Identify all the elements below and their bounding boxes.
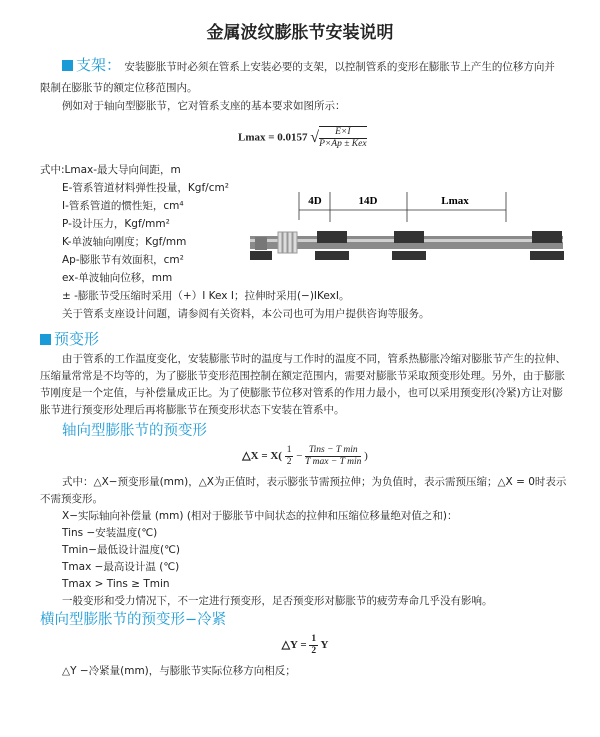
delta-x-formula — [40, 445, 570, 468]
square-bullet-icon — [40, 334, 51, 345]
support-heading-text: 支架： — [76, 56, 122, 74]
axial-explain: 式中：△X−预变形量(mm)，△X为正值时，表示膨张节需预拉伸；为负值时，表示需预压缩；△X = 0时表示不需预变形。 — [40, 476, 567, 505]
half-denominator: 2 — [311, 646, 317, 656]
predeform-section — [40, 330, 570, 680]
def-line: K-单波轴向刚度；Kgf/mm — [62, 236, 187, 248]
support-heading — [62, 56, 121, 74]
axial-def: Tmax > Tins ≥ Tmin — [62, 578, 170, 590]
formula-fraction — [319, 126, 367, 150]
label-14d: 14D — [358, 195, 378, 207]
support-example: 例如对于轴向型膨胀节，它对管系支座的基本要求如图所示： — [62, 100, 346, 112]
support-diagram — [245, 192, 565, 272]
def-line: 式中:Lmax-最大导向间距，m — [40, 164, 181, 176]
lateral-def: △Y −冷紧量(mm)，与膨胀节实际位移方向相反； — [62, 665, 296, 677]
half-numerator: 1 — [286, 445, 292, 455]
formula-lhs: △Y = — [281, 639, 310, 652]
def-line: ± -膨胀节受压缩时采用（+）I Kex I；拉伸时采用(−)IKexI。 — [62, 290, 350, 302]
formula-lhs: Lmax = 0.0157 — [238, 131, 308, 144]
axial-def: Tmax −最高设计温 (℃) — [62, 561, 180, 573]
formula-lhs: △X = X( — [242, 450, 282, 463]
half-denominator: 2 — [286, 457, 292, 467]
def-line: Ap-膨胀节有效面积，cm² — [62, 254, 184, 266]
predeform-paragraph: 由于管系的工作温度变化，安装膨胀节时的温度与工作时的温度不同，管系热膨胀冷缩对膨胀节产生的拉伸、压缩量常常是不均等的，为了膨胀节变形范围控制在额定范围内，需要对膨胀节采取预变形处理。另外，由于膨胀节刚度是一个定值，与补偿量成正比。为了使膨胀节位移对管系的作用力最小，也可以采用预变形(冷紧)方让对膨胀节进行预变形处理后再将膨胀节在预变形状态下安装在管系中。 — [40, 353, 566, 416]
axial-def: 一般变形和受力情况下，不一定进行预变形，足否预变形对膨胀节的疲劳寿命几乎没有影响。 — [62, 595, 493, 607]
def-line: 关于管系支座设计问题，请参阅有关资料，本公司也可为用户提供咨询等服务。 — [62, 308, 430, 320]
label-4d: 4D — [308, 195, 322, 207]
support-intro: 安装膨胀节时必须在管系上安装必要的支架，以控制管系的变形在膨胀节上产生的位移方向并 — [124, 61, 555, 73]
formula-numerator: Tins − T min — [305, 445, 361, 457]
lmax-formula: Lmax = 0.0157 √ $\frac{E\times I}{\text{P×Ap ± Kex}}$ — [238, 127, 367, 149]
support-intro-cont: 限制在膨胀节的额定位移范围内。 — [40, 82, 198, 94]
axial-def: Tins −安装温度(℃) — [62, 527, 158, 539]
lateral-heading: 横向型膨胀节的预变形−冷紧 — [40, 612, 227, 628]
axial-def: Tmin−最低设计温度(℃) — [62, 544, 180, 556]
minus-sign: − — [296, 450, 303, 463]
label-lmax: Lmax — [441, 195, 469, 207]
predeform-heading — [40, 330, 570, 351]
page-title: 金属波纹膨胀节安装说明 — [206, 23, 394, 43]
def-line: I-管系管道的惯性矩，cm⁴ — [62, 200, 184, 212]
def-line: ex-单波轴向位移，mm — [62, 272, 173, 284]
square-bullet-icon — [62, 60, 73, 71]
predeform-heading-text: 预变形 — [54, 330, 100, 348]
support-section — [62, 58, 555, 74]
formula-denominator: P×Ap ± Kex — [319, 139, 367, 149]
delta-y-formula — [40, 634, 570, 657]
axial-heading: 轴向型膨胀节的预变形 — [62, 423, 207, 439]
bellows-icon — [278, 232, 297, 253]
half-numerator: 1 — [311, 634, 317, 644]
def-line: E-管系管道材料弹性投量，Kgf/cm² — [62, 182, 229, 194]
formula-denominator: T max − T min — [305, 457, 362, 467]
axial-def: X−实际轴向补偿量 (mm) (相对于膨胀节中间状态的拉伸和压缩位移量绝对值之和)： — [62, 510, 458, 522]
formula-numerator: E×I — [319, 127, 367, 139]
formula-rhs: Y — [318, 639, 329, 652]
close-paren: ) — [364, 450, 368, 463]
def-line: P-设计压力，Kgf/mm² — [62, 218, 170, 230]
